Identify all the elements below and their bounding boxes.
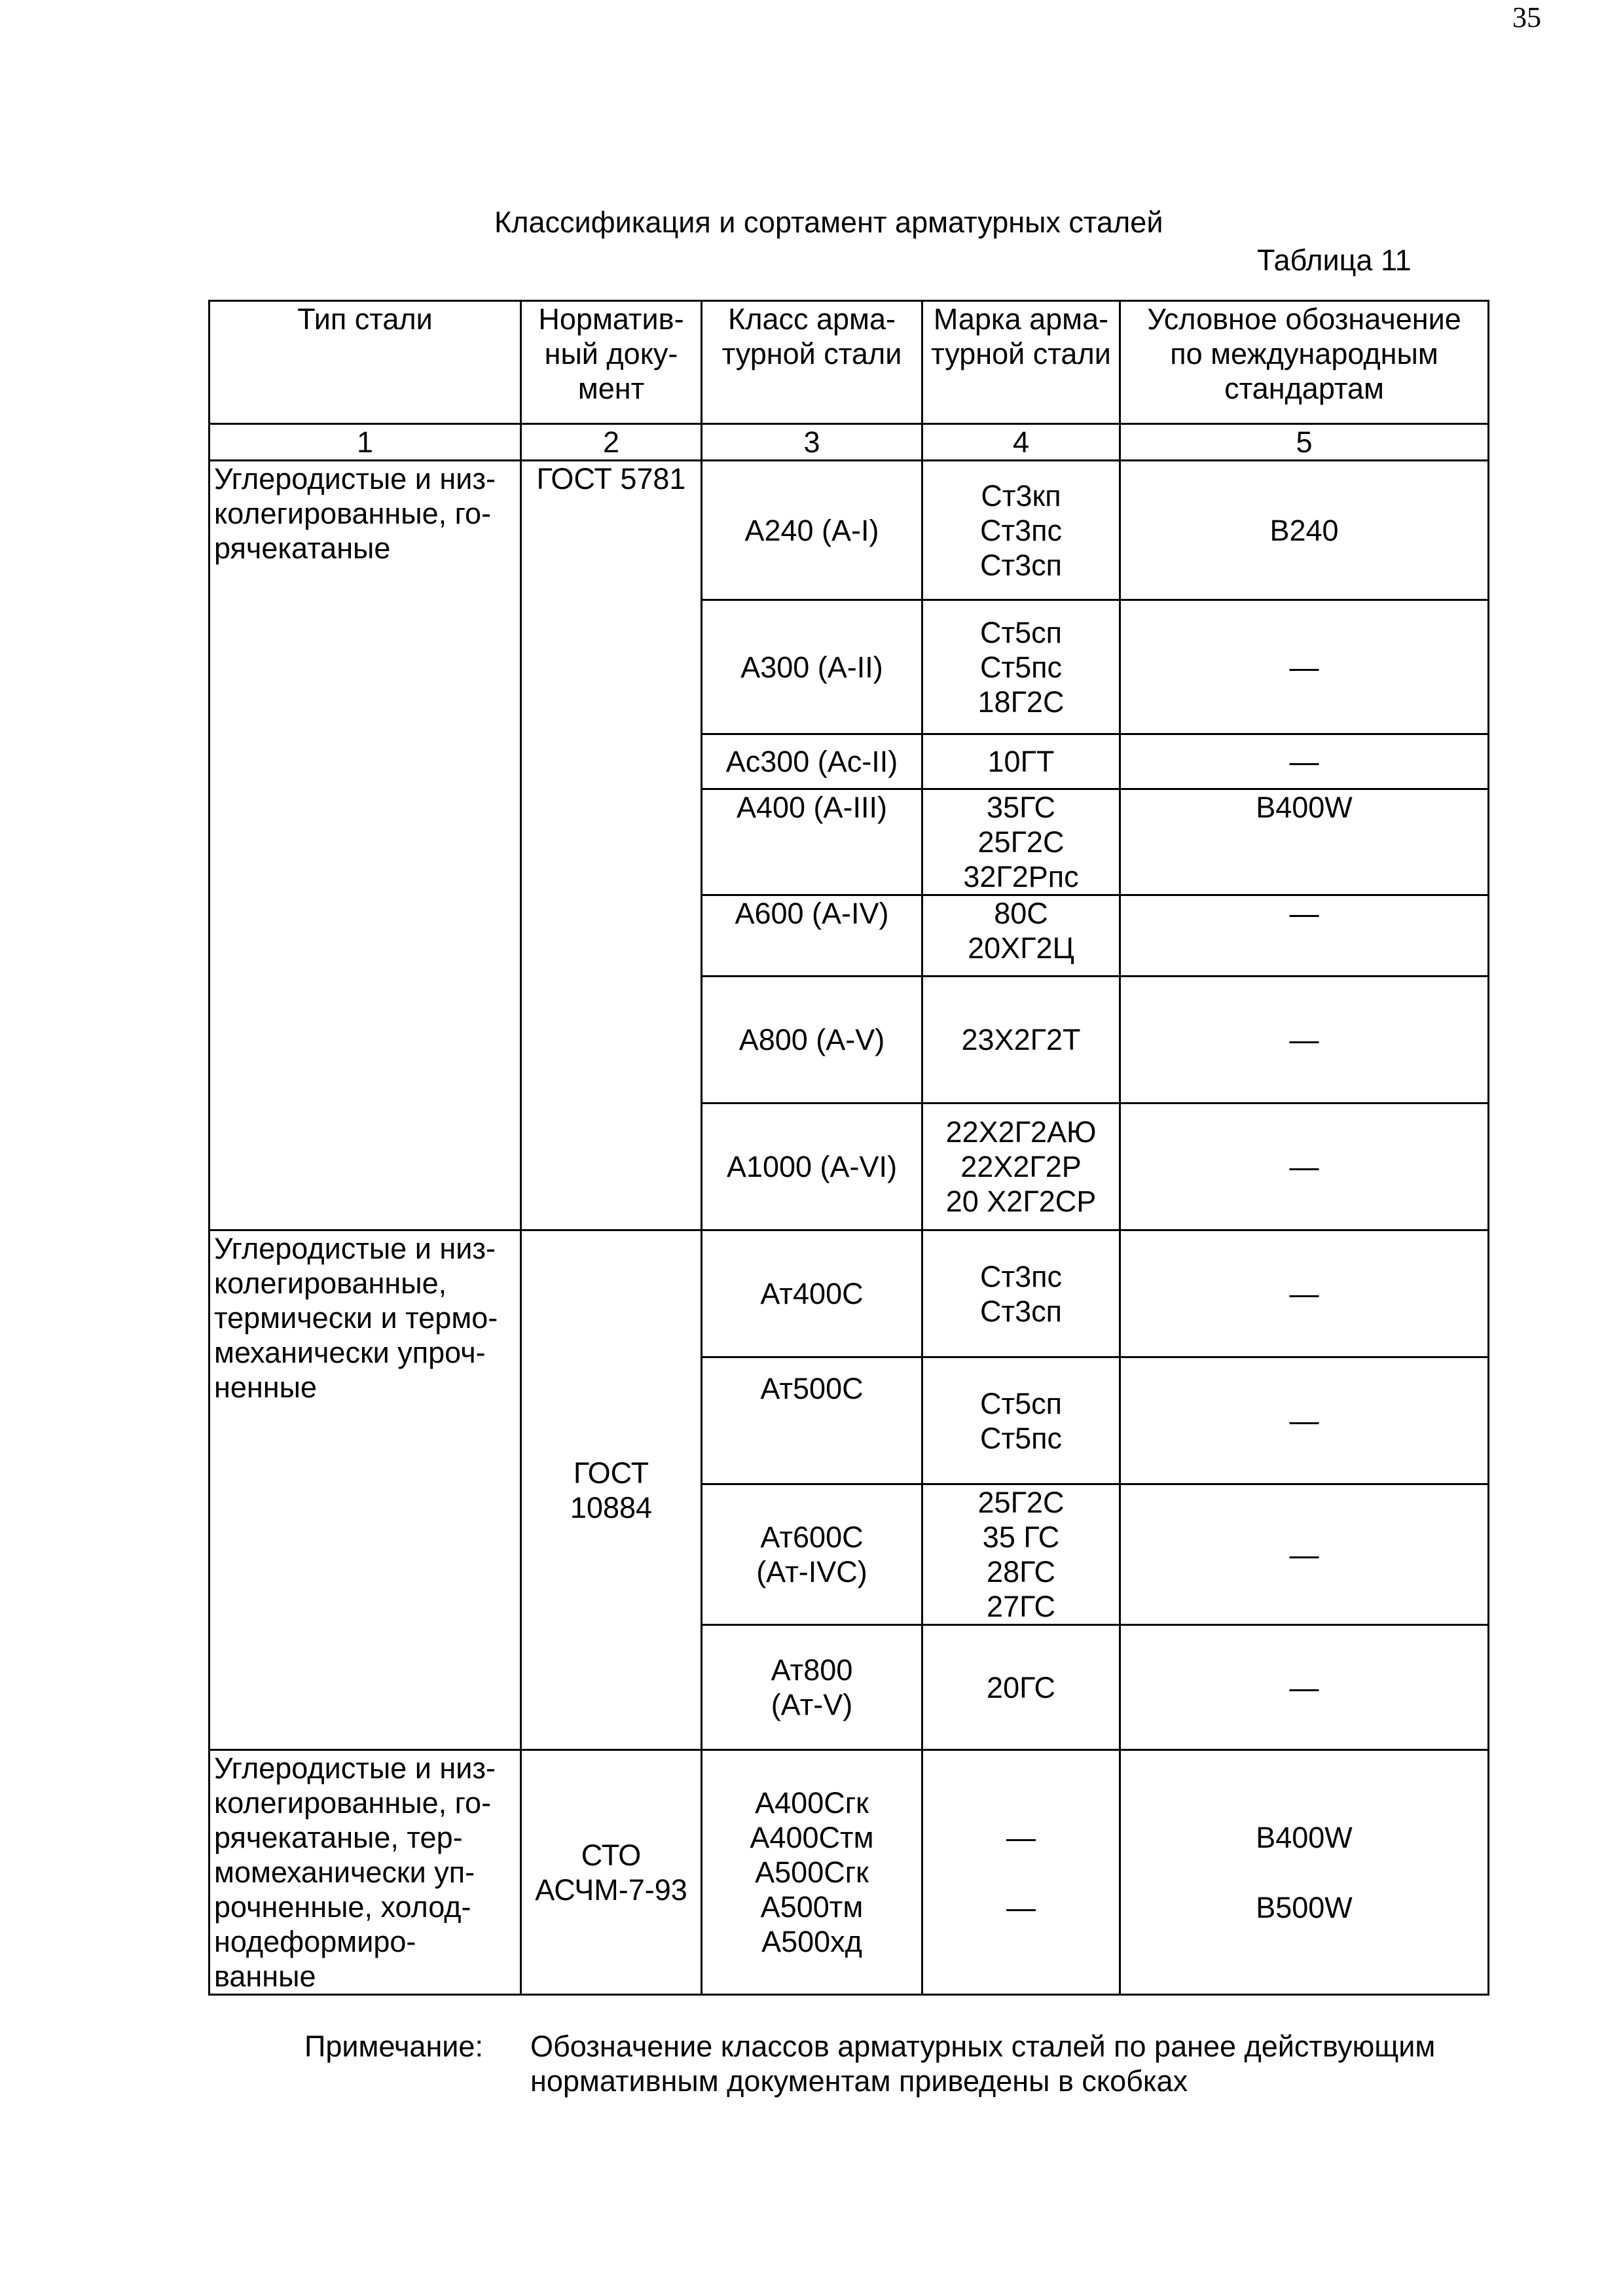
grade-cell: [922, 600, 1120, 734]
class-cell: [702, 895, 922, 977]
text-line: 20ГС: [987, 1670, 1055, 1704]
text-line: по международным: [1170, 337, 1438, 370]
text-line: 28ГС: [987, 1555, 1055, 1588]
class-cell: [702, 1484, 922, 1625]
text-line: мент: [577, 372, 645, 405]
column-number: 2: [521, 424, 702, 461]
page-number: 35: [1512, 1, 1541, 33]
designation-value: В500W: [1256, 1890, 1353, 1924]
designation-cell: —: [1120, 1103, 1489, 1230]
class-cell: [702, 600, 922, 734]
text-line: 25Г2С: [977, 1486, 1065, 1519]
text-line: Ст3пс: [979, 1259, 1062, 1293]
header-cell: [922, 301, 1120, 424]
text-line: колегированные, го-: [214, 497, 492, 530]
header-cell: [1120, 301, 1489, 424]
table-label: Таблица 11: [1257, 243, 1412, 277]
text-line: Ст5пс: [979, 650, 1062, 684]
class-cell: [702, 1357, 922, 1484]
grade-cell: [922, 1103, 1120, 1230]
text-line: А300 (А-II): [740, 650, 883, 684]
text-line: Условное обозначение: [1147, 302, 1461, 336]
steel-type-cell: [210, 1750, 521, 1995]
grade-cell: [922, 895, 1120, 977]
class-cell: [702, 977, 922, 1103]
column-number: 4: [922, 424, 1120, 461]
steel-classification-table: [208, 300, 1489, 1996]
text-line: термически и термо-: [214, 1301, 498, 1335]
text-line: ненные: [214, 1371, 317, 1404]
text-line: 20ХГ2Ц: [968, 931, 1074, 965]
steel-type-cell: [210, 461, 521, 1230]
designation-cell: —: [1120, 1625, 1489, 1750]
header-cell: [521, 301, 702, 424]
document-cell: [521, 1750, 702, 1995]
grade-cell: [922, 977, 1120, 1103]
text-line: Углеродистые и низ-: [214, 1751, 496, 1785]
text-line: 27ГС: [987, 1590, 1055, 1623]
column-number: 5: [1120, 424, 1489, 461]
designation-cell: —: [1120, 1230, 1489, 1357]
text-line: Ат600С: [760, 1520, 864, 1554]
text-line: Ат800: [771, 1653, 853, 1687]
text-line: 80С: [994, 897, 1048, 930]
document-cell: ГОСТ 5781: [521, 461, 702, 1230]
steel-type-cell: [210, 1230, 521, 1750]
designation-cell: —: [1120, 1357, 1489, 1484]
class-cell: [702, 461, 922, 600]
designation-cell: —: [1120, 895, 1489, 977]
table-row: [210, 1750, 1489, 1995]
text-line: А800 (А-V): [739, 1023, 885, 1056]
text-line: А400Стм: [750, 1821, 874, 1854]
class-cell: [702, 1230, 922, 1357]
grade-cell: [922, 1750, 1120, 1995]
text-line: Норматив-: [538, 302, 684, 336]
text-line: А500тм: [760, 1890, 864, 1924]
text-line: Ст5пс: [979, 1421, 1062, 1455]
text-line: Ст3сп: [979, 1294, 1062, 1328]
text-line: стандартам: [1224, 372, 1384, 405]
header-cell: [702, 301, 922, 424]
text-line: АСЧМ-7-93: [535, 1873, 687, 1907]
text-line: 32Г2Рпс: [963, 860, 1079, 893]
text-line: А400 (А-III): [736, 791, 888, 824]
text-line: А240 (А-I): [744, 513, 879, 547]
designation-value: В400W: [1256, 1820, 1353, 1854]
designation-cell: —: [1120, 734, 1489, 789]
text-line: А400Сгк: [755, 1786, 869, 1820]
text-line: Углеродистые и низ-: [214, 1232, 496, 1265]
text-line: (Ат-IVC): [756, 1555, 867, 1588]
text-line: турной стали: [931, 337, 1111, 370]
text-line: Ст5сп: [979, 615, 1062, 649]
note-text: Обозначение классов арматурных сталей по ранее действующим нормативным документам приведены в скобках: [530, 2030, 1436, 2098]
designation-cell: [1120, 1750, 1489, 1995]
text-line: колегированные,: [214, 1266, 447, 1300]
text-line: (Ат-V): [771, 1688, 853, 1721]
grade-value: —: [1006, 1890, 1036, 1924]
grade-cell: [922, 734, 1120, 789]
text-line: Ст3кп: [981, 478, 1061, 512]
text-line: рячекатаные: [214, 531, 391, 565]
text-line: 22Х2Г2АЮ: [945, 1115, 1097, 1149]
text-line: СТО: [581, 1838, 642, 1872]
text-line: Ст3сп: [979, 548, 1062, 582]
grade-cell: [922, 1484, 1120, 1625]
text-line: 23Х2Г2Т: [961, 1023, 1081, 1056]
text-line: ванные: [214, 1960, 316, 1993]
document-cell: [521, 1230, 702, 1750]
text-line: 35 ГС: [982, 1520, 1060, 1554]
text-line: колегированные, го-: [214, 1786, 492, 1820]
column-number-row: [210, 424, 1489, 461]
text-line: А500Сгк: [755, 1856, 869, 1889]
text-line: 22Х2Г2Р: [960, 1150, 1082, 1183]
class-cell: [702, 1625, 922, 1750]
text-line: ГОСТ: [573, 1456, 649, 1490]
designation-cell: —: [1120, 600, 1489, 734]
column-number: 1: [210, 424, 521, 461]
designation-cell: В240: [1120, 461, 1489, 600]
text-line: Класс арма-: [727, 302, 896, 336]
note-label: Примечание:: [304, 2030, 483, 2063]
designation-cell: —: [1120, 1484, 1489, 1625]
text-line: Марка арма-: [933, 302, 1109, 336]
grade-value: —: [1006, 1820, 1036, 1854]
text-line: А1000 (А-VI): [726, 1150, 898, 1183]
grade-cell: [922, 1625, 1120, 1750]
text-line: Углеродистые и низ-: [214, 462, 496, 495]
text-line: механически упроч-: [214, 1336, 486, 1369]
text-line: нодеформиро-: [214, 1925, 416, 1958]
header-cell: Тип стали: [210, 301, 521, 424]
text-line: Ас300 (Ас-II): [725, 745, 898, 778]
text-line: 35ГС: [987, 791, 1055, 824]
class-cell: [702, 789, 922, 895]
text-line: момеханически уп-: [214, 1856, 475, 1889]
column-number: 3: [702, 424, 922, 461]
grade-cell: [922, 461, 1120, 600]
text-line: 10ГТ: [987, 745, 1055, 778]
grade-cell: [922, 1357, 1120, 1484]
text-line: рячекатаные, тер-: [214, 1821, 463, 1854]
text-line: ный доку-: [544, 337, 678, 370]
class-cell: [702, 1103, 922, 1230]
class-cell: [702, 1750, 922, 1995]
grade-cell: [922, 789, 1120, 895]
text-line: А500хд: [761, 1925, 862, 1958]
grade-cell: [922, 1230, 1120, 1357]
designation-cell: В400W: [1120, 789, 1489, 895]
class-cell: [702, 734, 922, 789]
table-row: [210, 461, 1489, 600]
designation-cell: —: [1120, 977, 1489, 1103]
text-line: 20 Х2Г2СР: [945, 1185, 1097, 1218]
text-line: турной стали: [721, 337, 902, 370]
text-line: Ст5сп: [979, 1386, 1062, 1420]
text-line: Ат500С: [760, 1372, 864, 1405]
table-row: [210, 1230, 1489, 1357]
text-line: 18Г2С: [977, 685, 1065, 719]
text-line: рочненные, холод-: [214, 1890, 471, 1924]
text-line: Ст3пс: [979, 513, 1062, 547]
header-row: [210, 301, 1489, 424]
text-line: 10884: [570, 1490, 653, 1524]
text-line: 25Г2С: [977, 825, 1065, 859]
table-title: Классификация и сортамент арматурных сталей: [494, 206, 1163, 239]
text-line: А600 (А-IV): [735, 897, 889, 930]
text-line: Ат400С: [760, 1277, 864, 1310]
